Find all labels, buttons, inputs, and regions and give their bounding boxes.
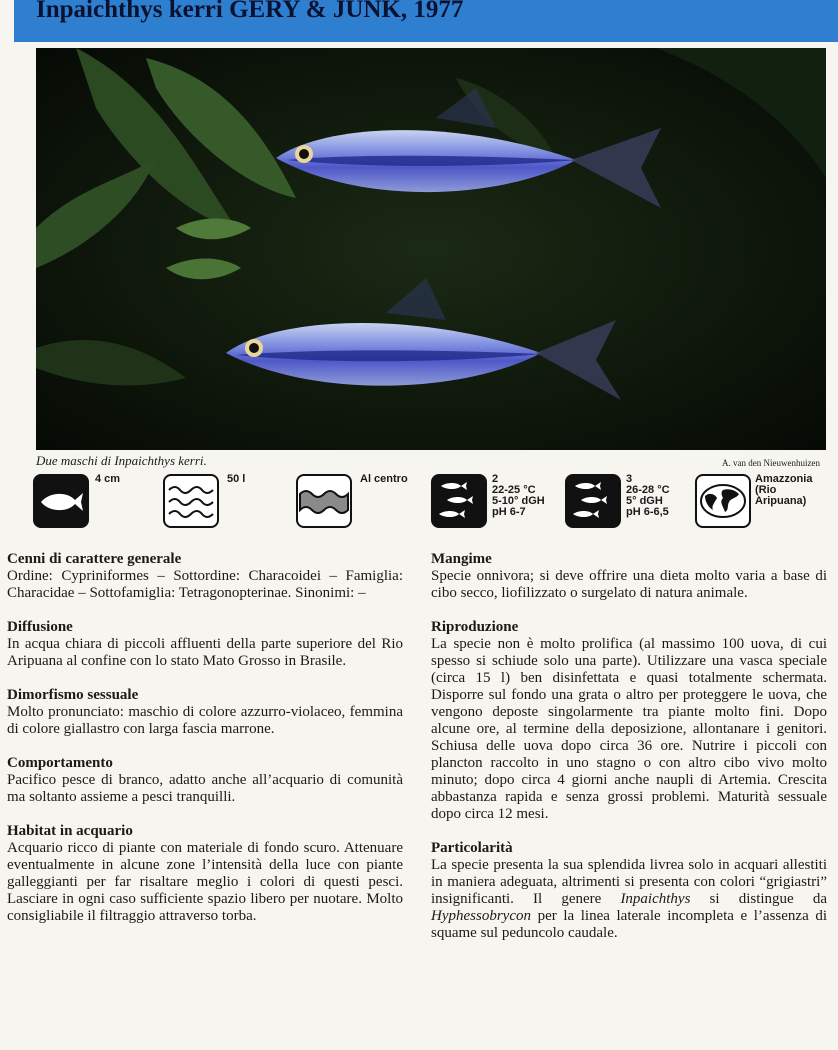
section-text xyxy=(431,857,827,942)
section-text: In acqua chiara di piccoli affluenti della parte superiore del Rio Aripuana al confine con lo stato Mato Grosso in Brasile. xyxy=(7,636,403,669)
origin-river-1: (Rio xyxy=(755,484,777,496)
section-title: Riproduzione xyxy=(431,619,519,635)
left-column xyxy=(7,551,403,942)
group-info-1 xyxy=(492,474,545,518)
section-mangime xyxy=(431,551,827,602)
text-part: si distingue da xyxy=(690,891,827,907)
fish-size-label: 4 cm xyxy=(95,473,121,485)
group-fish-icon-2 xyxy=(565,474,621,528)
section-cenni xyxy=(7,551,403,602)
group1-temp: 22-25 °C xyxy=(492,484,536,496)
text-part: La specie presenta la sua splendida livrea solo in acquari allestiti in maniera adeguata, altrimenti si presenta con colori “grigiastri” insignificanti. Il genere xyxy=(431,857,827,907)
section-title: Diffusione xyxy=(7,619,73,635)
section-text: Molto pronunciato: maschio di colore azzurro-violaceo, femmina di colore giallastro con larga fascia marrone. xyxy=(7,704,403,737)
section-riproduzione xyxy=(431,619,827,823)
right-column xyxy=(431,551,827,959)
swim-zone-icon xyxy=(296,474,352,528)
section-title: Particolarità xyxy=(431,840,513,856)
group1-hardness: 5-10° dGH xyxy=(492,495,545,507)
fish-size-icon xyxy=(33,474,89,528)
section-text: Ordine: Cypriniformes – Sottordine: Characoidei – Famiglia: Characidae – Sottofamiglia: Tetragonopterinae. Sinonimi: – xyxy=(7,568,403,601)
section-title: Habitat in acquario xyxy=(7,823,133,839)
section-text: Pacifico pesce di branco, adatto anche all’acquario di comunità ma soltanto assieme a pesci tranquilli. xyxy=(7,772,403,805)
group2-count: 3 xyxy=(626,473,633,485)
photo-credit: A. van den Nieuwenhuizen xyxy=(722,458,820,468)
origin-river-2: Aripuana) xyxy=(755,495,807,507)
section-text: Specie onnivora; si deve offrire una dieta molto varia a base di cibo secco, liofilizzato o surgelato di natura animale. xyxy=(431,568,827,601)
section-text: La specie non è molto prolifica (al massimo 100 uova, di cui spesso si schiude solo una parte). Utilizzare una vasca speciale (circa 15 l) ben disinfettata e quasi totalmente schermata. Disporre sul fondo una grata o altro per proteggere le uova, che vengono deposte singolarmente tra piante molto fini. Dopo alcune ore, al termine della deposizione, allontanare i genitori. Schiusa delle uova dopo circa 36 ore. Nutrire i piccoli con plancton raccolto in uno stagno o con altro cibo vivo molto minuto; dopo circa 4 giorni anche naupli di Artemia. Crescita abbastanza rapida e senza grossi problemi. Maturità sessuale dopo circa 12 mesi. xyxy=(431,636,827,822)
photo-caption: Due maschi di Inpaichthys kerri. xyxy=(36,453,207,468)
section-title: Dimorfismo sessuale xyxy=(7,687,139,703)
origin-info xyxy=(755,474,812,507)
tank-volume-label: 50 l xyxy=(227,473,246,485)
world-map-icon xyxy=(695,474,751,528)
genus-name: Inpaichthys xyxy=(620,891,691,907)
group-info-2 xyxy=(626,474,670,518)
text-part: per la linea laterale incompleta e l’assenza di squame sul peduncolo caudale. xyxy=(431,908,827,941)
origin-region: Amazzonia xyxy=(755,473,813,485)
fish-photo-illustration xyxy=(36,48,826,450)
swim-zone-label: Al centro xyxy=(360,473,408,485)
section-text: Acquario ricco di piante con materiale di fondo scuro. Attenuare eventualmente in alcune zone l’intensità della luce con piante galleggianti per far risaltare meglio i colori di questi pesci. Lasciare in ogni caso sufficiente spazio libero per nuotare. Molto consigliabile il filtraggio attraverso torba. xyxy=(7,840,403,924)
group2-hardness: 5° dGH xyxy=(626,495,663,507)
tank-volume-icon xyxy=(163,474,219,528)
section-dimorfismo xyxy=(7,687,403,738)
group1-count: 2 xyxy=(492,473,499,485)
section-diffusione xyxy=(7,619,403,670)
section-title: Mangime xyxy=(431,551,492,567)
section-particolarita xyxy=(431,840,827,942)
group2-temp: 26-28 °C xyxy=(626,484,670,496)
group2-ph: pH 6-6,5 xyxy=(626,506,669,518)
fish-photo xyxy=(36,48,826,450)
section-comportamento xyxy=(7,755,403,806)
group-fish-icon-1 xyxy=(431,474,487,528)
genus-name: Hyphessobrycon xyxy=(431,908,531,924)
section-title: Comportamento xyxy=(7,755,113,771)
group1-ph: pH 6-7 xyxy=(492,506,526,518)
page-title: Inpaichthys kerri GERY & JUNK, 1977 xyxy=(36,0,464,23)
section-title: Cenni di carattere generale xyxy=(7,551,182,567)
title-bar xyxy=(14,0,838,42)
section-habitat xyxy=(7,823,403,925)
